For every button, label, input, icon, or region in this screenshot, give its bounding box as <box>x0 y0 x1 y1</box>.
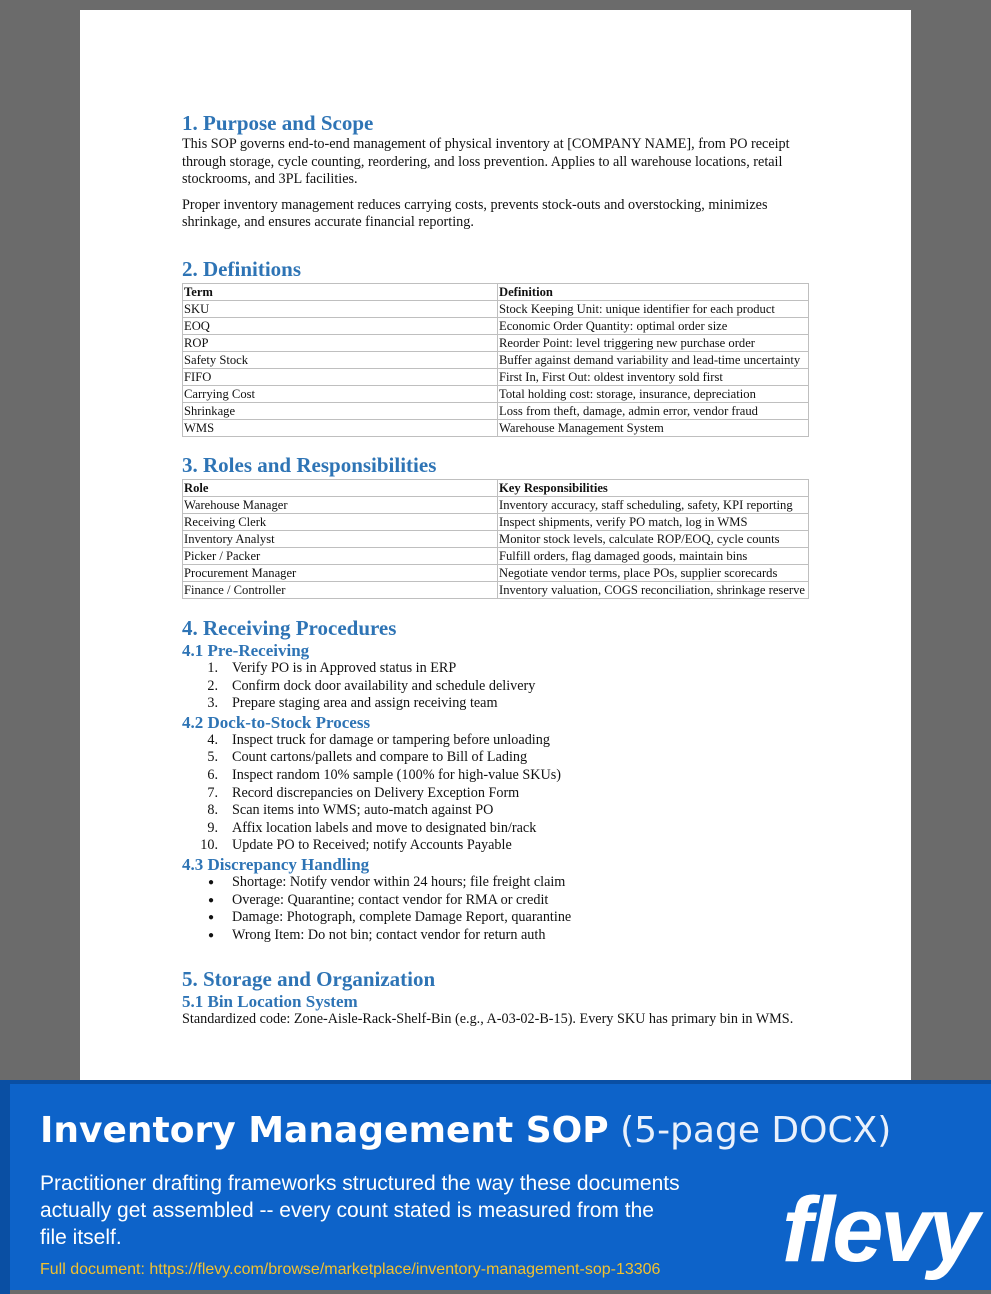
list-text: Damage: Photograph, complete Damage Report, quarantine <box>232 909 572 926</box>
list-number: 4. <box>207 731 218 748</box>
list-item <box>182 820 809 838</box>
table-cell: ROP <box>183 334 498 351</box>
table-cell: Procurement Manager <box>183 564 498 581</box>
list-text: Count cartons/pallets and compare to Bill of Lading <box>232 749 528 766</box>
table-cell: Inspect shipments, verify PO match, log in WMS <box>498 513 809 530</box>
table-cell: Picker / Packer <box>183 547 498 564</box>
table-row <box>183 317 809 334</box>
table-cell: Inventory Analyst <box>183 530 498 547</box>
table-cell: FIFO <box>183 368 498 385</box>
list-text: Confirm dock door availability and schedule delivery <box>232 677 536 694</box>
table-cell: Finance / Controller <box>183 581 498 598</box>
definitions-table <box>182 283 809 437</box>
list-item <box>182 909 809 927</box>
document-page <box>80 10 911 1085</box>
table-cell: Receiving Clerk <box>183 513 498 530</box>
section-heading: 2. Definitions <box>182 256 302 281</box>
list-text: Overage: Quarantine; contact vendor for RMA or credit <box>232 891 549 908</box>
list-item <box>182 749 809 767</box>
list-item <box>182 785 809 803</box>
list-item <box>182 802 809 820</box>
bullet-list <box>182 874 809 944</box>
table-cell: Buffer against demand variability and lead-time uncertainty <box>498 351 809 368</box>
table-row <box>183 547 809 564</box>
bullet-icon: ● <box>208 929 215 941</box>
subsection-heading: 4.3 Discrepancy Handling <box>182 854 370 874</box>
table-row <box>183 385 809 402</box>
table-header-row <box>183 479 809 496</box>
table-cell: Monitor stock levels, calculate ROP/EOQ, cycle counts <box>498 530 809 547</box>
list-item <box>182 678 809 696</box>
table-row <box>183 300 809 317</box>
list-text: Record discrepancies on Delivery Exception Form <box>232 784 520 801</box>
table-row <box>183 530 809 547</box>
table-cell: Economic Order Quantity: optimal order size <box>498 317 809 334</box>
table-cell: Inventory valuation, COGS reconciliation, shrinkage reserve <box>498 581 809 598</box>
section-heading: 5. Storage and Organization <box>182 967 436 992</box>
section-heading: 4. Receiving Procedures <box>182 615 397 640</box>
list-number: 8. <box>207 802 218 819</box>
list-text: Verify PO is in Approved status in ERP <box>232 659 457 676</box>
bullet-icon: ● <box>208 912 215 924</box>
section-storage <box>182 966 809 1029</box>
list-item <box>182 874 809 892</box>
table-row <box>183 368 809 385</box>
table-cell: Loss from theft, damage, admin error, vendor fraud <box>498 402 809 419</box>
list-number: 6. <box>207 766 218 783</box>
promo-banner <box>0 1080 991 1290</box>
list-text: Prepare staging area and assign receiving team <box>232 695 498 712</box>
list-number: 7. <box>207 784 218 801</box>
table-row <box>183 419 809 436</box>
paragraph: This SOP governs end-to-end management of physical inventory at [COMPANY NAME], from PO receipt through storage, cycle counting, reordering, and loss prevention. Applies to all warehouse locations, retail stockrooms, and 3PL facilities. <box>182 136 790 188</box>
table-cell: SKU <box>183 300 498 317</box>
list-number: 5. <box>207 749 218 766</box>
list-text: Update PO to Received; notify Accounts Payable <box>232 837 512 854</box>
section-heading: 3. Roles and Responsibilities <box>182 452 437 477</box>
list-text: Affix location labels and move to designated bin/rack <box>232 819 537 836</box>
table-row <box>183 351 809 368</box>
table-row <box>183 496 809 513</box>
banner-title-main: Inventory Management SOP <box>40 1110 609 1151</box>
document-content <box>182 110 809 1037</box>
table-cell: EOQ <box>183 317 498 334</box>
table-row <box>183 334 809 351</box>
table-header: Definition <box>498 283 809 300</box>
numbered-list <box>182 660 809 713</box>
list-text: Shortage: Notify vendor within 24 hours; file freight claim <box>232 873 566 890</box>
table-cell: Shrinkage <box>183 402 498 419</box>
table-cell: First In, First Out: oldest inventory sold first <box>498 368 809 385</box>
bullet-icon: ● <box>208 876 215 888</box>
list-number: 10. <box>200 837 218 854</box>
list-text: Inspect truck for damage or tampering before unloading <box>232 731 550 748</box>
table-cell: Negotiate vendor terms, place POs, supplier scorecards <box>498 564 809 581</box>
section-definitions <box>182 256 809 437</box>
banner-title-format: (5-page DOCX) <box>620 1110 892 1151</box>
table-cell: Warehouse Manager <box>183 496 498 513</box>
list-item <box>182 927 809 945</box>
list-number: 1. <box>207 659 218 676</box>
paragraph: Proper inventory management reduces carrying costs, prevents stock-outs and overstocking, minimizes shrinkage, and ensures accurate financial reporting. <box>182 196 768 231</box>
list-number: 3. <box>207 695 218 712</box>
list-item <box>182 660 809 678</box>
table-cell: Fulfill orders, flag damaged goods, maintain bins <box>498 547 809 564</box>
banner-title <box>40 1108 891 1154</box>
flevy-logo: flevy <box>782 1179 977 1281</box>
subsection-heading: 5.1 Bin Location System <box>182 992 358 1012</box>
table-header: Key Responsibilities <box>498 479 809 496</box>
list-item <box>182 695 809 713</box>
list-item <box>182 837 809 855</box>
section-receiving <box>182 615 809 944</box>
table-cell: Inventory accuracy, staff scheduling, safety, KPI reporting <box>498 496 809 513</box>
banner-document-link[interactable]: Full document: https://flevy.com/browse/marketplace/inventory-management-sop-13306 <box>40 1261 661 1278</box>
banner-edge <box>0 1084 10 1294</box>
list-number: 2. <box>207 677 218 694</box>
table-header: Term <box>183 283 498 300</box>
paragraph: Standardized code: Zone-Aisle-Rack-Shelf-Bin (e.g., A-03-02-B-15). Every SKU has primary bin in WMS. <box>182 1011 794 1028</box>
table-cell: Stock Keeping Unit: unique identifier for each product <box>498 300 809 317</box>
table-cell: Carrying Cost <box>183 385 498 402</box>
list-item <box>182 767 809 785</box>
list-number: 9. <box>207 819 218 836</box>
numbered-list <box>182 732 809 855</box>
table-cell: Warehouse Management System <box>498 419 809 436</box>
table-header: Role <box>183 479 498 496</box>
section-roles <box>182 452 809 599</box>
table-row <box>183 564 809 581</box>
table-row <box>183 402 809 419</box>
banner-subtitle: Practitioner drafting frameworks structured the way these documents actually get assembled -- every count stated is measured from the file itself. <box>40 1172 680 1249</box>
subsection-heading: 4.2 Dock-to-Stock Process <box>182 712 371 732</box>
list-text: Wrong Item: Do not bin; contact vendor for return auth <box>232 926 546 943</box>
section-heading: 1. Purpose and Scope <box>182 111 374 135</box>
list-item <box>182 732 809 750</box>
table-row <box>183 581 809 598</box>
list-item <box>182 892 809 910</box>
table-cell: Safety Stock <box>183 351 498 368</box>
subsection-heading: 4.1 Pre-Receiving <box>182 640 310 660</box>
table-cell: Reorder Point: level triggering new purchase order <box>498 334 809 351</box>
table-header-row <box>183 283 809 300</box>
section-purpose <box>182 110 809 232</box>
table-cell: WMS <box>183 419 498 436</box>
list-text: Inspect random 10% sample (100% for high-value SKUs) <box>232 766 561 783</box>
roles-table <box>182 479 809 599</box>
table-row <box>183 513 809 530</box>
table-cell: Total holding cost: storage, insurance, depreciation <box>498 385 809 402</box>
list-text: Scan items into WMS; auto-match against PO <box>232 802 494 819</box>
bullet-icon: ● <box>208 894 215 906</box>
